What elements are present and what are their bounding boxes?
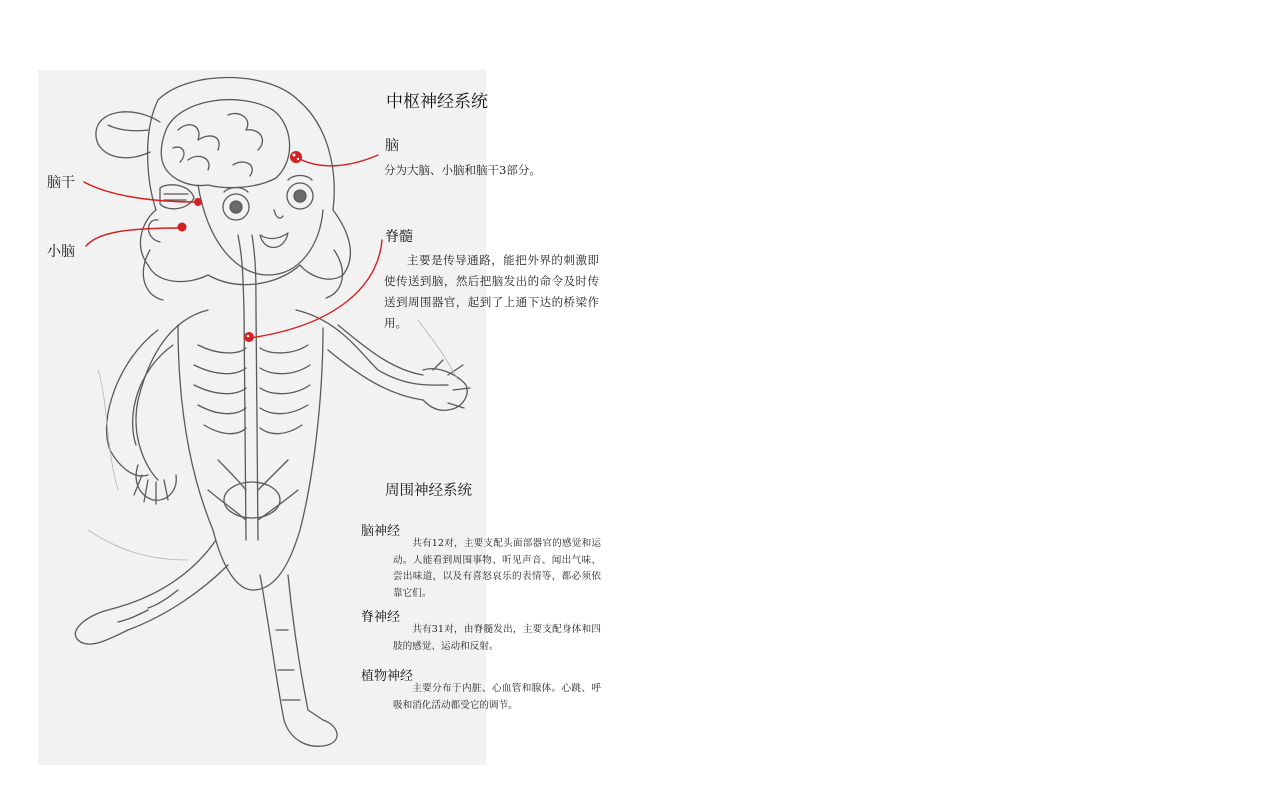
cerebellum-label: 小脑 xyxy=(47,244,75,260)
spinal-nerves-description: 共有31对，由脊髓发出，主要支配身体和四肢的感觉、运动和反射。 xyxy=(393,624,601,652)
cerebellum-outline xyxy=(160,185,194,209)
spinal-cord-description: 主要是传导通路，能把外界的刺激即使传送到脑，然后把脑发出的命令及时传送到周围器官，起到了上通下达的桥梁作用。 xyxy=(384,253,599,330)
nose xyxy=(274,210,283,218)
cranial-nerves-label: 脑神经 xyxy=(361,524,401,539)
spinal-cord-marker xyxy=(244,332,254,342)
cranial-nerves-description: 共有12对，主要支配头面部器官的感觉和运动。人能看到周围事物、听见声音、闻出气味、尝出味道，以及有喜怒哀乐的表情等，都必须依靠它们。 xyxy=(393,538,601,599)
left-leg xyxy=(75,540,228,644)
left-hand xyxy=(134,465,176,504)
mouth xyxy=(260,233,288,248)
brain-description: 分为大脑、小脑和脑干3部分。 xyxy=(384,163,541,177)
ribcage xyxy=(194,345,310,434)
cerebellum-marker xyxy=(178,223,187,232)
left-arm xyxy=(107,330,173,476)
spinal-nerves-label: 脊神经 xyxy=(361,610,401,625)
brainstem-marker xyxy=(194,198,202,206)
brain-outline xyxy=(161,100,289,188)
brain-leader-line xyxy=(296,155,378,166)
spinal-cord-leader-line xyxy=(250,240,382,338)
brain-label: 脑 xyxy=(385,138,399,154)
autonomic-nerves-description: 主要分布于内脏、心血管和腺体。心跳、呼吸和消化活动都受它的调节。 xyxy=(393,683,601,711)
brain-marker xyxy=(290,151,302,163)
right-arm xyxy=(328,325,423,400)
autonomic-nerves-label: 植物神经 xyxy=(361,669,414,684)
hair-outline xyxy=(140,78,350,285)
ear xyxy=(149,220,161,242)
brainstem-leader-line xyxy=(84,182,198,202)
brainstem-label: 脑干 xyxy=(47,175,75,191)
spinal-cord-label: 脊髓 xyxy=(385,229,413,245)
central-nervous-system-title: 中枢神经系统 xyxy=(386,92,488,112)
pigtail xyxy=(96,112,160,158)
right-leg xyxy=(260,575,337,746)
peripheral-nervous-system-title: 周围神经系统 xyxy=(385,483,472,499)
cerebellum-leader-line xyxy=(86,228,180,246)
spinal-cord xyxy=(238,235,258,540)
